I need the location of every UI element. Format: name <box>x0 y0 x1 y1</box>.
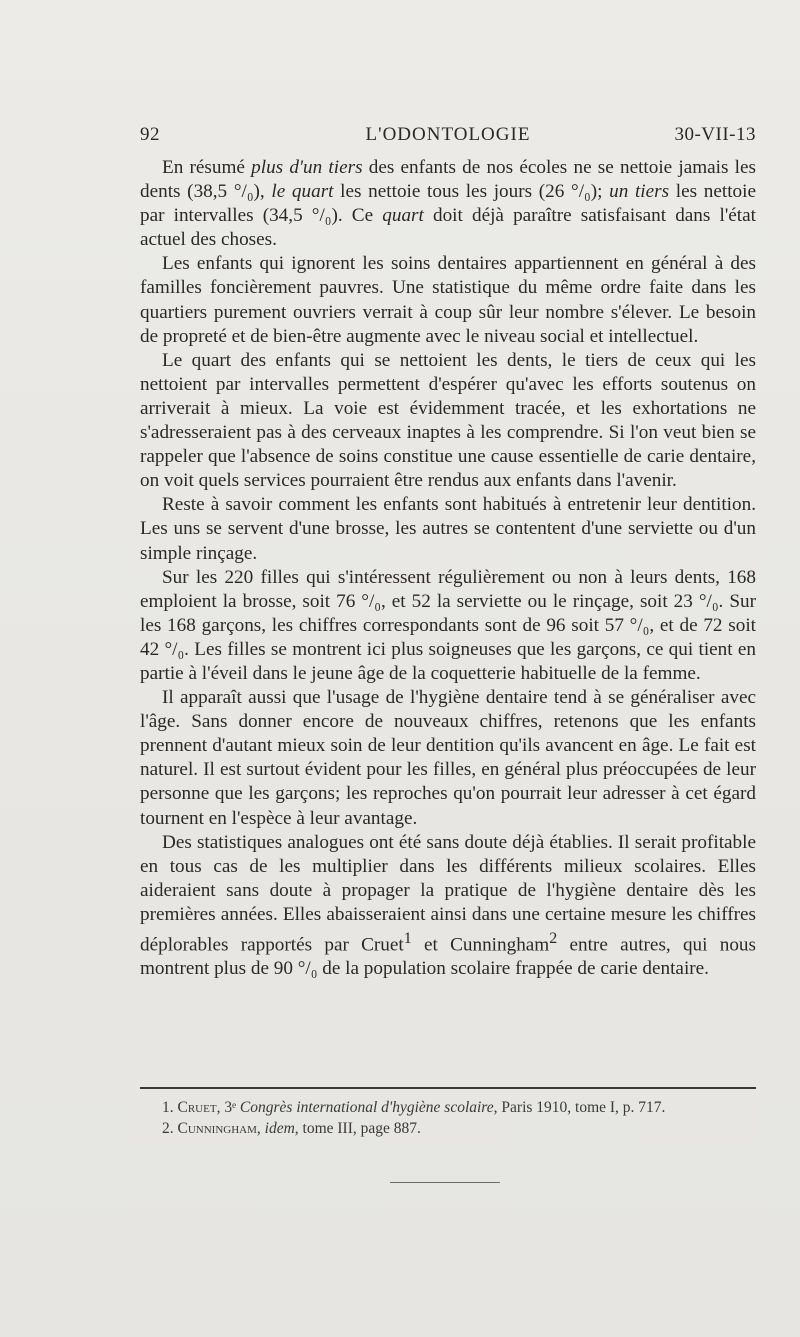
text-run: entre autres, qui nous montrent plus de 90 °/₀ de la population scolaire frappée de carie dentaire. <box>140 934 756 980</box>
footnote-ref: 2 <box>549 930 558 947</box>
text-run: , tome III, page 887. <box>294 1120 421 1137</box>
footnote-ref: 1 <box>403 930 412 947</box>
running-header <box>140 124 756 150</box>
main-text <box>140 156 756 982</box>
italic-phrase: plus d'un tiers <box>251 157 363 178</box>
footnote-1 <box>140 1097 756 1118</box>
paragraph-habits: Reste à savoir comment les enfants sont habitués à entretenir leur dentition. Les uns se servent d'une brosse, les autres se contentent d'une serviette ou d'un simple rinçage. <box>140 494 756 564</box>
text-run: les nettoie par intervalles (34,5 °/₀). Ce <box>140 181 756 227</box>
work-title: idem <box>264 1120 295 1137</box>
italic-phrase: un tiers <box>609 181 670 203</box>
footnotes <box>140 1097 756 1139</box>
paragraph-poor-families: Les enfants qui ignorent les soins dentaires appartiennent en général à des familles foncièrement pauvres. Une statistique du même ordre faite dans les quartiers purement ouvriers verrait à coup sûr leur nombre s'élever. Le besoin de propreté et de bien-être augmente avec le niveau social et intellectuel. <box>140 253 756 347</box>
text-run: doit déjà paraître satisfaisant dans l'état actuel des choses. <box>140 205 756 251</box>
text-run: Des statistiques analogues ont été sans doute déjà établies. Il serait profitable en tous cas de les multiplier dans les différents milieux scolaires. Elles aideraient sans doute à propager la pratique de l'hygiène dentaire dès les premières années. Elles abaisseraient ainsi dans une certaine mesure les chiffres déplorables rapportés par Cruet <box>140 831 756 956</box>
end-rule <box>390 1182 500 1183</box>
text-run: , Paris 1910, tome I, p. 717. <box>493 1099 666 1116</box>
paragraph-summary <box>140 156 756 252</box>
paragraph-conclusion <box>140 831 756 982</box>
text-run: , 3ᵉ <box>216 1099 240 1116</box>
italic-phrase: le quart <box>271 181 334 203</box>
page-number: 92 <box>140 124 160 145</box>
italic-phrase: quart <box>382 205 424 227</box>
text-run: En résumé <box>162 157 252 178</box>
text-run: des enfants de nos écoles ne se nettoie jamais les dents (38,5 °/₀), <box>140 157 756 203</box>
paragraph-statistics: Sur les 220 filles qui s'intéressent régulièrement ou non à leurs dents, 168 emploient la brosse, soit 76 °/₀, et 52 la serviette ou le rinçage, soit 23 °/₀. Sur les 168 garçons, les chiffres correspondants sont de 96 soit 57 °/₀, et de 72 soit 42 °/₀. Les filles se montrent ici plus soigneuses que les garçons, ce qui tient en partie à l'éveil dans le jeune âge de la coquetterie habituelle de la femme. <box>140 566 756 684</box>
paragraph-efforts: Le quart des enfants qui se nettoient les dents, le tiers de ceux qui les nettoient par intervalles permettent d'espérer qu'avec les efforts soutenus on arriverait à mieux. La voie est évidemment tracée, et les exhortations ne s'adresseraient pas à des cerveaux inaptes à les comprendre. Si l'on veut bien se rappeler que l'absence de soins constitue une cause essentielle de carie dentaire, on voit quels services pourraient être rendus aux enfants dans l'avenir. <box>140 349 756 492</box>
issue-date: 30-VII-13 <box>674 124 756 145</box>
footnote-2 <box>140 1118 756 1139</box>
footnote-number: 1. <box>162 1099 178 1116</box>
text-run: et Cunningham <box>411 934 550 956</box>
author-name: Cruet <box>177 1099 217 1116</box>
paragraph-age: Il apparaît aussi que l'usage de l'hygiène dentaire tend à se généraliser avec l'âge. Sans donner encore de nouveaux chiffres, retenons que les enfants prennent d'autant mieux soin de leur dentition qu'ils avancent en âge. Le fait est naturel. Il est surtout évident pour les filles, en général plus préoccupées de leur personne que les garçons; les reproches qu'on pourrait leur adresser à cet égard tournent en l'espèce à leur avantage. <box>140 687 756 829</box>
journal-title: L'ODONTOLOGIE <box>365 124 531 145</box>
author-name: Cunningham <box>177 1120 257 1137</box>
text-run: les nettoie tous les jours (26 °/₀); <box>333 181 610 203</box>
footnote-separator <box>140 1087 756 1089</box>
footnote-number: 2. <box>162 1120 178 1137</box>
work-title: Congrès international d'hygiène scolaire <box>239 1099 494 1116</box>
text-run: , <box>256 1120 265 1137</box>
